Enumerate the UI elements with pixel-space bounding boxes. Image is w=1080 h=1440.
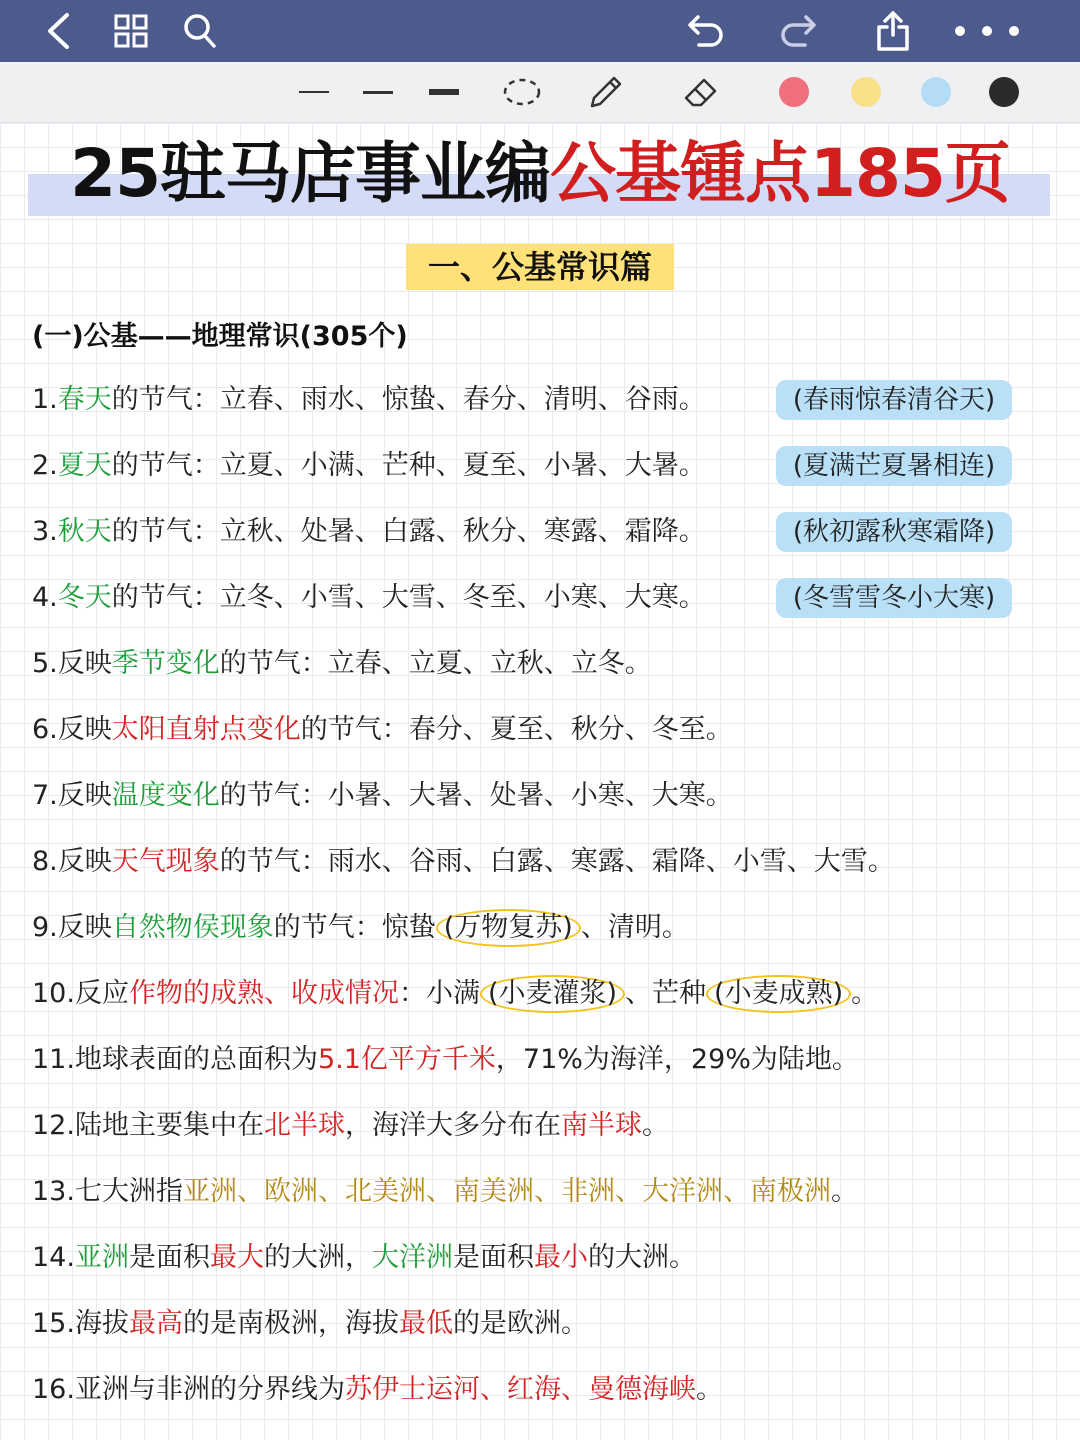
medium-stroke-icon[interactable] — [360, 62, 396, 122]
pencil-icon[interactable] — [584, 62, 628, 122]
mnemonic-badge: (夏满芒夏暑相连) — [776, 446, 1012, 486]
mnemonic-badge: (春雨惊春清谷天) — [776, 380, 1012, 420]
list-item: 15.海拔最高的是南极洲，海拔最低的是欧洲。 — [32, 1308, 588, 1339]
list-item: 10.反应作物的成熟、收成情况：小满 (小麦灌浆) 、芒种 (小麦成熟) 。 — [32, 974, 878, 1014]
blue-color-swatch[interactable] — [920, 62, 952, 122]
mnemonic-badge: (冬雪雪冬小大寒) — [776, 578, 1012, 618]
list-item: 1.春天的节气：立春、雨水、惊蛰、春分、清明、谷雨。 — [32, 384, 706, 415]
circled-annotation: (万物复苏) — [436, 909, 581, 947]
list-item: 2.夏天的节气：立夏、小满、芒种、夏至、小暑、大暑。 — [32, 450, 706, 481]
subheading: (一)公基——地理常识(305个) — [32, 321, 408, 352]
list-item: 8.反映天气现象的节气：雨水、谷雨、白露、寒露、霜降、小雪、大雪。 — [32, 846, 895, 877]
search-icon[interactable] — [180, 0, 220, 62]
drawing-toolbar — [0, 62, 1080, 123]
list-item: 7.反映温度变化的节气：小暑、大暑、处暑、小寒、大寒。 — [32, 780, 733, 811]
top-app-bar — [0, 0, 1080, 62]
circled-annotation: (小麦灌浆) — [480, 975, 625, 1013]
list-item: 3.秋天的节气：立秋、处暑、白露、秋分、寒露、霜降。 — [32, 516, 706, 547]
thin-stroke-icon[interactable] — [296, 62, 332, 122]
page-title: 25驻马店事业编公基锺点185页 — [70, 135, 1010, 212]
redo-icon[interactable] — [778, 0, 818, 62]
eraser-icon[interactable] — [678, 62, 722, 122]
share-icon[interactable] — [874, 0, 912, 62]
list-item: 6.反映太阳直射点变化的节气：春分、夏至、秋分、冬至。 — [32, 714, 733, 745]
black-color-swatch[interactable] — [988, 62, 1020, 122]
list-item: 13.七大洲指亚洲、欧洲、北美洲、南美洲、非洲、大洋洲、南极洲。 — [32, 1176, 858, 1207]
back-icon[interactable] — [38, 0, 78, 62]
list-item: 5.反映季节变化的节气：立春、立夏、立秋、立冬。 — [32, 648, 652, 679]
pink-color-swatch[interactable] — [778, 62, 810, 122]
list-item: 14.亚洲是面积最大的大洲，大洋洲是面积最小的大洲。 — [32, 1242, 696, 1273]
yellow-color-swatch[interactable] — [850, 62, 882, 122]
list-item: 11.地球表面的总面积为5.1亿平方千米，71%为海洋，29%为陆地。 — [32, 1044, 859, 1075]
list-item: 16.亚洲与非洲的分界线为苏伊士运河、红海、曼德海峡。 — [32, 1374, 723, 1405]
mnemonic-badge: (秋初露秋寒霜降) — [776, 512, 1012, 552]
list-item: 12.陆地主要集中在北半球，海洋大多分布在南半球。 — [32, 1110, 669, 1141]
list-item: 4.冬天的节气：立冬、小雪、大雪、冬至、小寒、大寒。 — [32, 582, 706, 613]
list-item: 9.反映自然物侯现象的节气：惊蛰 (万物复苏) 、清明。 — [32, 908, 689, 948]
undo-icon[interactable] — [686, 0, 726, 62]
circled-annotation: (小麦成熟) — [706, 975, 851, 1013]
section-title: 一、公基常识篇 — [406, 244, 674, 290]
thick-stroke-icon[interactable] — [426, 62, 462, 122]
more-icon[interactable] — [950, 0, 1024, 62]
lasso-icon[interactable] — [500, 62, 544, 122]
grid-icon[interactable] — [112, 0, 150, 62]
